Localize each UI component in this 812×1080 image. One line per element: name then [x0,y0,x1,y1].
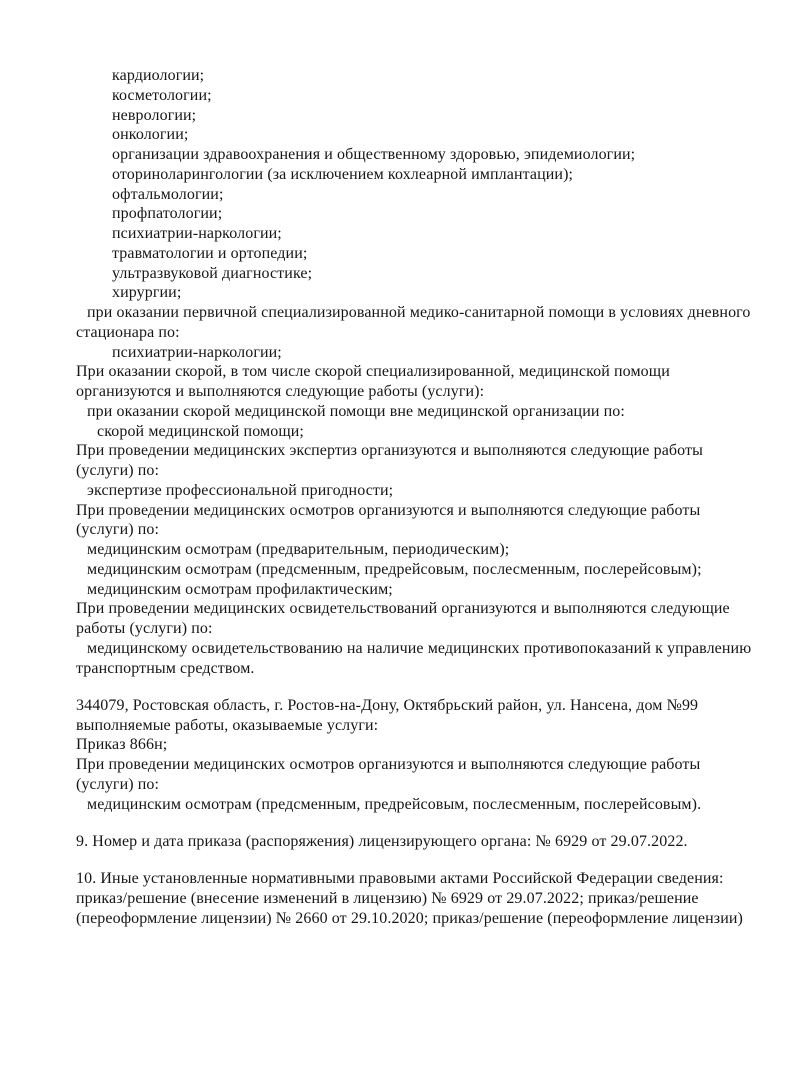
text-line: организации здравоохранения и общественному здоровью, эпидемиологии; [112,146,636,163]
text-line: При оказании скорой, в том числе скорой специализированной, медицинской помощи [76,363,670,381]
text-line: организуются и выполняются следующие работы (услуги): [76,383,485,400]
text-line: приказ/решение (внесение изменений в лицензию) № 6929 от 29.07.2022; приказ/решение [76,889,699,907]
text-line: скорой медицинской помощи; [97,422,304,440]
text-line: онкологии; [112,126,189,144]
text-line: медицинским осмотрам (предсменным, предрейсовым, послесменным, послерейсовым). [87,795,702,813]
text-line: оториноларингологии (за исключением кохлеарной имплантации); [112,165,574,183]
blank-line [76,814,788,832]
text-line: медицинским осмотрам профилактическим; [87,580,393,598]
text-line: профпатологии; [112,205,223,223]
text-line: стационара по: [76,323,180,341]
text-line: медицинскому освидетельствованию на наличие медицинских противопоказаний к управлению [87,639,752,657]
text-line: При проведении медицинских освидетельствований организуются и выполняются следующие [76,600,730,618]
text-line: (услуги) по: [76,775,160,793]
blank-line [76,852,788,870]
text-line: при оказании первичной специализированной медико-санитарной помощи в условиях дневного [87,304,751,321]
text-line: медицинским осмотрам (предсменным, предрейсовым, послесменным, послерейсовым); [87,560,702,578]
text-line: (услуги) по: [76,462,160,479]
blank-line [76,678,788,696]
text-line: (переоформление лицензии) № 2660 от 29.10.2020; приказ/решение (переоформление лицензии) [76,909,743,927]
text-line: При проведении медицинских осмотров организуются и выполняются следующие работы [76,501,701,519]
text-line: (услуги) по: [76,521,160,539]
text-line: психиатрии-наркологии; [112,343,282,361]
text-line: Приказ 866н; [76,736,168,754]
text-line: кардиологии; [112,67,205,84]
text-line: косметологии; [112,86,212,104]
text-line: 9. Номер и дата приказа (распоряжения) лицензирующего органа: № 6929 от 29.07.2022. [76,832,688,850]
text-line: при оказании скорой медицинской помощи вне медицинской организации по: [87,402,625,420]
text-line: офтальмологии; [112,185,224,203]
text-line: работы (услуги) по: [76,620,213,637]
text-line: При проведении медицинских осмотров организуются и выполняются следующие работы [76,756,701,773]
text-line: неврологии; [112,106,197,124]
text-line: ультразвуковой диагностике; [112,264,313,282]
text-line: медицинским осмотрам (предварительным, периодическим); [87,541,510,558]
text-line: 10. Иные установленные нормативными правовыми актами Российской Федерации сведения: [76,870,724,887]
text-line: выполняемые работы, оказываемые услуги: [76,716,379,734]
text-line: травматологии и ортопедии; [112,244,308,262]
text-line: При проведении медицинских экспертиз организуются и выполняются следующие работы [76,442,703,460]
text-line: транспортным средством. [76,659,255,677]
text-line: психиатрии-наркологии; [112,225,282,242]
text-line: 344079, Ростовская область, г. Ростов-на-Дону, Октябрьский район, ул. Нансена, дом №99 [76,696,699,714]
document-body [76,66,788,928]
text-line: экспертизе профессиональной пригодности; [87,481,394,499]
text-line: хирургии; [112,284,182,302]
